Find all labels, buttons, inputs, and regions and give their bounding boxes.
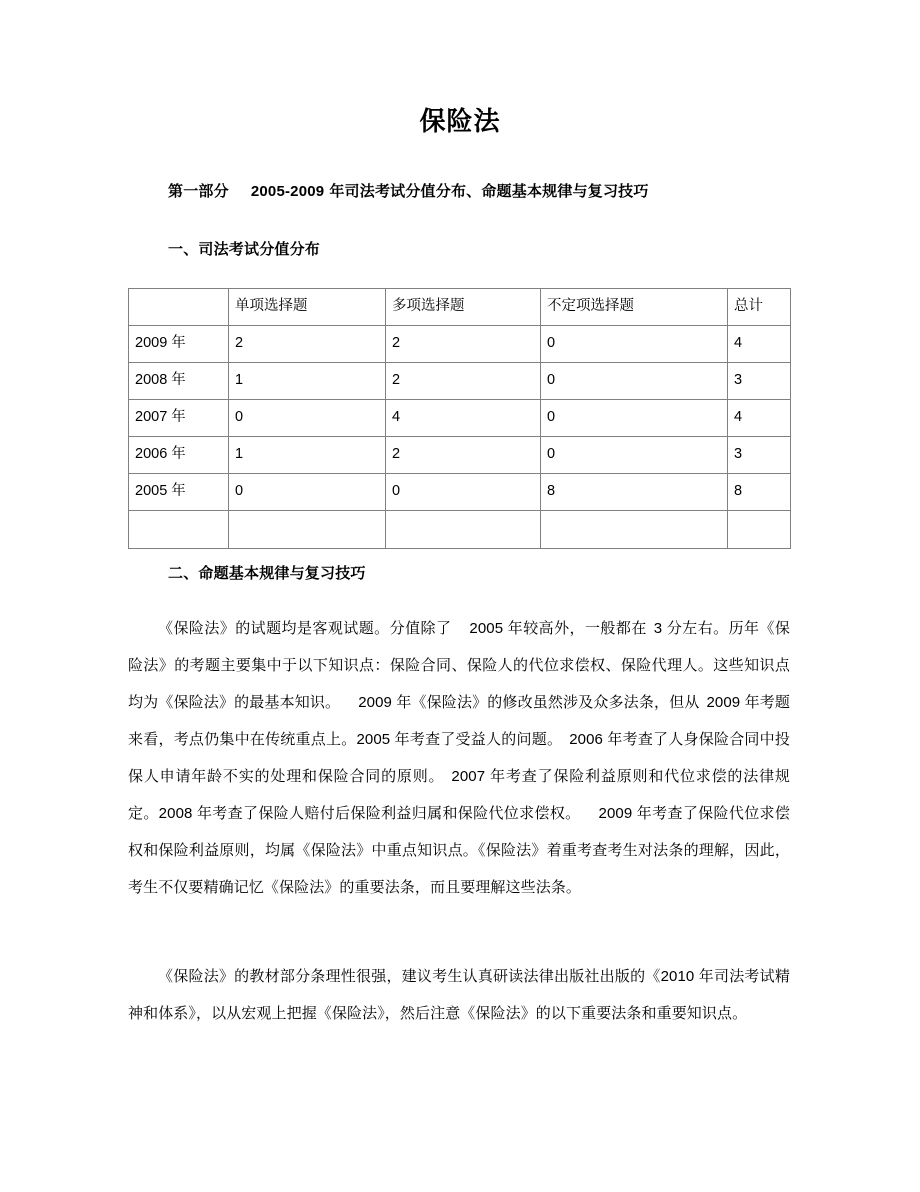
table-cell-year <box>129 511 229 549</box>
table-cell-multi: 2 <box>386 363 541 400</box>
paragraph-segment: 2009 年考题来看，考点仍集中在传统重点上。2005 年考查了受益人的问题。 <box>128 694 790 748</box>
table-cell-indefinite: 8 <box>541 474 728 511</box>
table-cell-single: 2 <box>229 326 386 363</box>
section-heading-one: 一、司法考试分值分布 <box>168 241 321 258</box>
paragraph-segment: 《保险法》的试题均是客观试题。分值除了 <box>158 620 452 637</box>
part-heading-label: 第一部分 <box>168 183 229 200</box>
paragraph-segment: 2007 年考查了保险利益原则和代位求偿的法律规定。2008 年考查了保险人赔付后保险利益归属和保险代位求偿权。 <box>128 768 790 822</box>
table-cell-year: 2007 年 <box>129 400 229 437</box>
table-cell-single: 1 <box>229 363 386 400</box>
table-cell-year: 2005 年 <box>129 474 229 511</box>
table-header-cell-blank <box>129 289 229 326</box>
table-cell-indefinite: 0 <box>541 363 728 400</box>
table-row <box>129 437 791 474</box>
paragraph-segment: 2009 年考查了保险代位求偿权和保险利益原则，均属《保险法》中重点知识点。《保险法》着重考查考生对法条的理解，因此，考生不仅要精确记忆《保险法》的重要法条，而且要理解这些法条。 <box>128 805 790 896</box>
part-heading <box>168 180 649 201</box>
body-paragraph-two <box>128 958 790 1032</box>
part-heading-range: 2005-2009 <box>250 183 325 200</box>
table-header-row <box>129 289 791 326</box>
score-distribution-table <box>128 288 791 549</box>
section-heading-two: 二、命题基本规律与复习技巧 <box>168 565 366 582</box>
paragraph-segment: 2009 年《保险法》的修改虽然涉及众多法条，但从 <box>358 694 700 711</box>
table-cell-indefinite: 0 <box>541 326 728 363</box>
table-cell-total: 4 <box>728 400 791 437</box>
table-cell-multi: 2 <box>386 437 541 474</box>
table-row <box>129 326 791 363</box>
table-row-empty <box>129 511 791 549</box>
table-header-cell-single-choice: 单项选择题 <box>229 289 386 326</box>
table-cell-multi <box>386 511 541 549</box>
table-cell-single: 0 <box>229 474 386 511</box>
table-cell-year: 2009 年 <box>129 326 229 363</box>
table-cell-total: 3 <box>728 363 791 400</box>
table-cell-total: 4 <box>728 326 791 363</box>
table-cell-single: 0 <box>229 400 386 437</box>
table-cell-total: 8 <box>728 474 791 511</box>
paragraph-segment: 3 分左右。历年《保险法》的考题主要集中于以下知识点：保险合同、保险人的代位求偿权、保险代理人。这些知识点均为《保险法》的最基本知识。 <box>128 620 791 711</box>
table-header-cell-multiple-choice: 多项选择题 <box>386 289 541 326</box>
page-title: 保险法 <box>419 106 501 136</box>
table-cell-single <box>229 511 386 549</box>
table-cell-indefinite: 0 <box>541 400 728 437</box>
table-cell-single: 1 <box>229 437 386 474</box>
table-cell-year: 2006 年 <box>129 437 229 474</box>
table-header-cell-total: 总计 <box>728 289 791 326</box>
table-header-cell-indefinite-choice: 不定项选择题 <box>541 289 728 326</box>
paragraph-segment: 2006 年考查了人身保险合同中投保人申请年龄不实的处理和保险合同的原则。 <box>128 731 790 785</box>
table-cell-total <box>728 511 791 549</box>
table-cell-indefinite <box>541 511 728 549</box>
paragraph-text: 《保险法》的教材部分条理性很强，建议考生认真研读法律出版社出版的《2010 年司法考试精神和体系》，以从宏观上把握《保险法》，然后注意《保险法》的以下重要法条和重要知识点。 <box>128 968 790 1022</box>
table-cell-year: 2008 年 <box>129 363 229 400</box>
table-cell-multi: 4 <box>386 400 541 437</box>
table-row <box>129 400 791 437</box>
paragraph-segment: 2005 年较高外，一般都在 <box>469 620 647 637</box>
table-row <box>129 474 791 511</box>
table-cell-total: 3 <box>728 437 791 474</box>
table-cell-indefinite: 0 <box>541 437 728 474</box>
paragraph-text <box>128 610 790 906</box>
body-paragraph-one <box>128 610 790 906</box>
table-cell-multi: 2 <box>386 326 541 363</box>
table-row <box>129 363 791 400</box>
table-cell-multi: 0 <box>386 474 541 511</box>
part-heading-rest: 年司法考试分值分布、命题基本规律与复习技巧 <box>329 183 649 200</box>
